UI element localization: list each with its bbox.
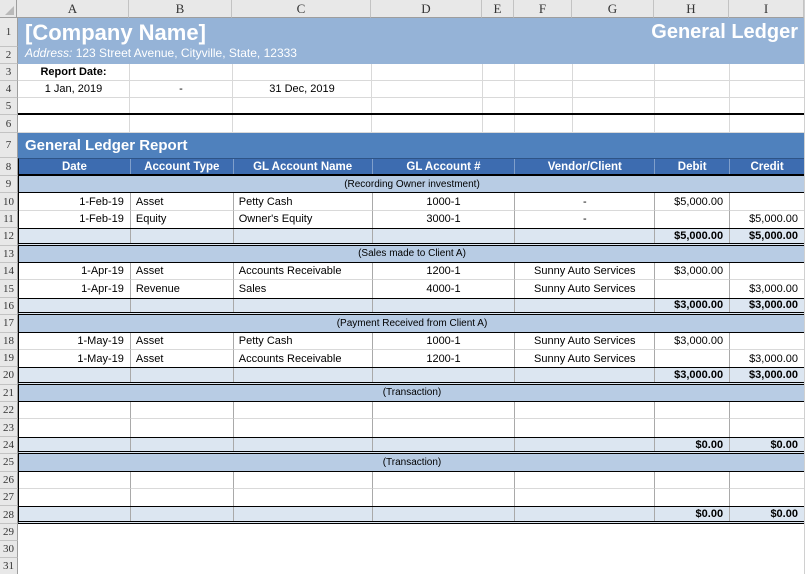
column-header-I[interactable]: I bbox=[729, 0, 804, 18]
table-header-debit[interactable]: Debit bbox=[655, 159, 730, 174]
cell-credit[interactable] bbox=[730, 419, 805, 436]
total-debit[interactable]: $3,000.00 bbox=[655, 368, 730, 381]
empty-cell[interactable] bbox=[730, 98, 805, 113]
row-header-13[interactable]: 13 bbox=[0, 246, 18, 263]
table-header-credit[interactable]: Credit bbox=[730, 159, 805, 174]
cell-gl-account-number[interactable] bbox=[373, 472, 516, 489]
column-header-G[interactable]: G bbox=[572, 0, 654, 18]
table-header-gl-account-name[interactable]: GL Account Name bbox=[234, 159, 373, 174]
report-title-bar[interactable] bbox=[18, 133, 805, 158]
cell-vendor-client[interactable] bbox=[515, 419, 655, 436]
empty-cell[interactable] bbox=[515, 115, 573, 133]
report-date-separator[interactable]: - bbox=[130, 81, 233, 98]
column-header-H[interactable]: H bbox=[654, 0, 729, 18]
empty-cell[interactable] bbox=[730, 115, 805, 133]
cell-credit[interactable] bbox=[730, 263, 805, 280]
empty-cell[interactable] bbox=[19, 507, 131, 520]
empty-cell[interactable] bbox=[573, 81, 655, 98]
empty-cell[interactable] bbox=[655, 64, 730, 81]
section-label-row bbox=[18, 454, 805, 471]
spacer-row bbox=[18, 98, 805, 115]
total-debit[interactable]: $5,000.00 bbox=[655, 229, 730, 242]
empty-cell[interactable] bbox=[131, 229, 234, 242]
cell-account-type[interactable]: Asset bbox=[131, 263, 234, 280]
empty-cell[interactable] bbox=[373, 507, 516, 520]
cell-vendor-client[interactable]: Sunny Auto Services bbox=[515, 350, 655, 367]
empty-cell[interactable] bbox=[19, 299, 131, 312]
empty-cell[interactable] bbox=[130, 64, 233, 81]
select-all-triangle-icon bbox=[5, 6, 14, 15]
row-header-26[interactable]: 26 bbox=[0, 472, 18, 489]
empty-cell[interactable] bbox=[373, 299, 516, 312]
cell-debit[interactable] bbox=[655, 211, 730, 228]
total-credit[interactable]: $0.00 bbox=[730, 507, 805, 520]
empty-cell[interactable] bbox=[483, 98, 515, 113]
row-header-23[interactable]: 23 bbox=[0, 419, 18, 436]
report-title: General Ledger Report bbox=[25, 137, 188, 154]
row-header-11[interactable]: 11 bbox=[0, 211, 18, 228]
empty-cell[interactable] bbox=[515, 98, 573, 113]
cell-vendor-client[interactable]: - bbox=[515, 193, 655, 210]
cell-gl-account-number[interactable]: 4000-1 bbox=[373, 280, 516, 297]
cell-gl-account-name[interactable]: Accounts Receivable bbox=[234, 350, 373, 367]
cell-vendor-client[interactable]: Sunny Auto Services bbox=[515, 263, 655, 280]
title-banner[interactable] bbox=[18, 18, 805, 64]
empty-cell[interactable] bbox=[131, 368, 234, 381]
column-header-B[interactable]: B bbox=[129, 0, 232, 18]
table-header-vendor-client[interactable]: Vendor/Client bbox=[515, 159, 655, 174]
row-header-4[interactable]: 4 bbox=[0, 81, 18, 98]
section-label[interactable]: (Payment Received from Client A) bbox=[336, 317, 488, 329]
total-debit[interactable]: $0.00 bbox=[655, 507, 730, 520]
row-header-22[interactable]: 22 bbox=[0, 402, 18, 419]
column-header-C[interactable]: C bbox=[232, 0, 371, 18]
cell-account-type[interactable]: Revenue bbox=[131, 280, 234, 297]
row-header-5[interactable]: 5 bbox=[0, 98, 18, 115]
empty-cell[interactable] bbox=[234, 368, 373, 381]
empty-cell[interactable] bbox=[130, 115, 233, 133]
cell-debit[interactable] bbox=[655, 350, 730, 367]
empty-cell[interactable] bbox=[18, 98, 130, 113]
cell-account-type[interactable]: Asset bbox=[131, 350, 234, 367]
empty-cell[interactable] bbox=[515, 507, 655, 520]
empty-cell[interactable] bbox=[373, 438, 516, 451]
cell-gl-account-name[interactable] bbox=[234, 472, 373, 489]
row-header-7[interactable]: 7 bbox=[0, 133, 18, 158]
ledger-entry-row bbox=[18, 472, 805, 489]
report-start-date[interactable]: 1 Jan, 2019 bbox=[18, 81, 130, 98]
cell-debit[interactable] bbox=[655, 280, 730, 297]
cell-date[interactable]: 1-May-19 bbox=[19, 333, 131, 350]
address-value: 123 Street Avenue, Cityville, State, 12333 bbox=[75, 46, 297, 60]
cell-vendor-client[interactable] bbox=[515, 489, 655, 506]
column-header-F[interactable]: F bbox=[514, 0, 572, 18]
cell-credit[interactable] bbox=[730, 402, 805, 419]
row-header-6[interactable]: 6 bbox=[0, 115, 18, 133]
cell-date[interactable]: 1-Apr-19 bbox=[19, 280, 131, 297]
cell-vendor-client[interactable] bbox=[515, 472, 655, 489]
section-label[interactable]: (Recording Owner investment) bbox=[344, 178, 480, 190]
empty-cell[interactable] bbox=[515, 368, 655, 381]
row-header-24[interactable]: 24 bbox=[0, 437, 18, 454]
cell-debit[interactable] bbox=[655, 489, 730, 506]
section-label-row bbox=[18, 385, 805, 402]
row-header-9[interactable]: 9 bbox=[0, 176, 18, 193]
spacer-row bbox=[18, 115, 805, 133]
cell-credit[interactable]: $5,000.00 bbox=[730, 211, 805, 228]
cell-gl-account-number[interactable]: 1200-1 bbox=[373, 263, 516, 280]
empty-cell[interactable] bbox=[515, 229, 655, 242]
cell-credit[interactable] bbox=[730, 193, 805, 210]
empty-cell[interactable] bbox=[655, 81, 730, 98]
row-header-15[interactable]: 15 bbox=[0, 280, 18, 297]
empty-cell[interactable] bbox=[233, 115, 372, 133]
cell-gl-account-number[interactable] bbox=[373, 402, 516, 419]
empty-cell[interactable] bbox=[372, 98, 483, 113]
empty-cell[interactable] bbox=[130, 98, 233, 113]
cell-account-type[interactable] bbox=[131, 472, 234, 489]
section-label[interactable]: (Transaction) bbox=[382, 387, 442, 399]
cell-vendor-client[interactable] bbox=[515, 402, 655, 419]
cell-gl-account-name[interactable] bbox=[234, 402, 373, 419]
cell-gl-account-name[interactable]: Owner's Equity bbox=[234, 211, 373, 228]
cell-vendor-client[interactable]: - bbox=[515, 211, 655, 228]
empty-cell[interactable] bbox=[483, 64, 515, 81]
empty-cell[interactable] bbox=[515, 438, 655, 451]
cell-credit[interactable]: $3,000.00 bbox=[730, 280, 805, 297]
cell-gl-account-name[interactable]: Petty Cash bbox=[234, 193, 373, 210]
cell-gl-account-number[interactable] bbox=[373, 419, 516, 436]
total-credit[interactable]: $3,000.00 bbox=[730, 368, 805, 381]
total-credit[interactable]: $5,000.00 bbox=[730, 229, 805, 242]
row-header-16[interactable]: 16 bbox=[0, 298, 18, 315]
row-header-2[interactable]: 2 bbox=[0, 47, 18, 64]
empty-cell[interactable] bbox=[655, 98, 730, 113]
table-header-gl-account[interactable]: GL Account # bbox=[373, 159, 516, 174]
row-header-28[interactable]: 28 bbox=[0, 506, 18, 523]
empty-cell[interactable] bbox=[483, 81, 515, 98]
empty-rows-area[interactable] bbox=[18, 524, 805, 574]
cell-debit[interactable] bbox=[655, 472, 730, 489]
cell-credit[interactable]: $3,000.00 bbox=[730, 350, 805, 367]
row-header-gutter bbox=[0, 18, 18, 574]
cell-account-type[interactable]: Asset bbox=[131, 333, 234, 350]
cell-account-type[interactable]: Asset bbox=[131, 193, 234, 210]
column-header-E[interactable]: E bbox=[482, 0, 514, 18]
empty-cell[interactable] bbox=[730, 64, 805, 81]
row-header-27[interactable]: 27 bbox=[0, 489, 18, 506]
cell-debit[interactable]: $3,000.00 bbox=[655, 333, 730, 350]
cell-account-type[interactable]: Equity bbox=[131, 211, 234, 228]
row-header-3[interactable]: 3 bbox=[0, 64, 18, 81]
empty-cell[interactable] bbox=[19, 438, 131, 451]
empty-cell[interactable] bbox=[19, 368, 131, 381]
cell-date[interactable]: 1-May-19 bbox=[19, 350, 131, 367]
cell-date[interactable]: 1-Apr-19 bbox=[19, 263, 131, 280]
empty-cell[interactable] bbox=[515, 81, 573, 98]
row-header-25[interactable]: 25 bbox=[0, 454, 18, 471]
row-header-29[interactable]: 29 bbox=[0, 524, 18, 541]
empty-cell[interactable] bbox=[234, 507, 373, 520]
cell-gl-account-name[interactable]: Petty Cash bbox=[234, 333, 373, 350]
section-total-row bbox=[18, 298, 805, 315]
section-label-row bbox=[18, 176, 805, 193]
row-header-12[interactable]: 12 bbox=[0, 228, 18, 245]
cell-credit[interactable] bbox=[730, 472, 805, 489]
section-label[interactable]: (Transaction) bbox=[382, 456, 442, 468]
total-credit[interactable]: $0.00 bbox=[730, 438, 805, 451]
select-all-button[interactable] bbox=[0, 0, 17, 18]
cell-gl-account-number[interactable]: 1000-1 bbox=[373, 193, 516, 210]
row-header-31[interactable]: 31 bbox=[0, 558, 18, 574]
company-name[interactable]: [Company Name] bbox=[25, 20, 206, 45]
row-header-17[interactable]: 17 bbox=[0, 315, 18, 332]
cell-gl-account-number[interactable] bbox=[373, 489, 516, 506]
table-header-account-type[interactable]: Account Type bbox=[131, 159, 234, 174]
cell-gl-account-number[interactable]: 1200-1 bbox=[373, 350, 516, 367]
row-header-10[interactable]: 10 bbox=[0, 193, 18, 210]
ledger-entry-row bbox=[18, 350, 805, 367]
row-header-8[interactable]: 8 bbox=[0, 158, 18, 176]
cell-vendor-client[interactable]: Sunny Auto Services bbox=[515, 280, 655, 297]
section-total-row bbox=[18, 437, 805, 454]
total-debit[interactable]: $0.00 bbox=[655, 438, 730, 451]
cell-date[interactable] bbox=[19, 402, 131, 419]
total-credit[interactable]: $3,000.00 bbox=[730, 299, 805, 312]
column-header-D[interactable]: D bbox=[371, 0, 482, 18]
row-header-19[interactable]: 19 bbox=[0, 350, 18, 367]
cell-debit[interactable] bbox=[655, 402, 730, 419]
row-header-1[interactable]: 1 bbox=[0, 18, 18, 47]
cell-date[interactable] bbox=[19, 489, 131, 506]
section-label-row bbox=[18, 315, 805, 332]
cell-gl-account-name[interactable] bbox=[234, 419, 373, 436]
section-total-row bbox=[18, 228, 805, 245]
empty-cell[interactable] bbox=[233, 64, 372, 81]
cell-credit[interactable] bbox=[730, 489, 805, 506]
table-header-row bbox=[18, 158, 805, 176]
row-header-18[interactable]: 18 bbox=[0, 333, 18, 350]
ledger-entry-row bbox=[18, 333, 805, 350]
empty-cell[interactable] bbox=[234, 299, 373, 312]
column-headers bbox=[17, 0, 804, 18]
empty-cell[interactable] bbox=[573, 115, 655, 133]
report-end-date[interactable]: 31 Dec, 2019 bbox=[233, 81, 372, 98]
row-header-21[interactable]: 21 bbox=[0, 385, 18, 402]
document-title[interactable]: General Ledger bbox=[651, 21, 798, 43]
cell-gl-account-number[interactable]: 1000-1 bbox=[373, 333, 516, 350]
empty-cell[interactable] bbox=[373, 229, 516, 242]
cell-vendor-client[interactable]: Sunny Auto Services bbox=[515, 333, 655, 350]
empty-cell[interactable] bbox=[483, 115, 515, 133]
cell-credit[interactable] bbox=[730, 333, 805, 350]
empty-cell[interactable] bbox=[373, 368, 516, 381]
address-label: Address: bbox=[25, 46, 73, 60]
report-date-label-row bbox=[18, 64, 805, 81]
cell-gl-account-name[interactable] bbox=[234, 489, 373, 506]
address-line[interactable] bbox=[18, 46, 805, 61]
cell-debit[interactable] bbox=[655, 419, 730, 436]
ledger-entry-row bbox=[18, 419, 805, 436]
ledger-entry-row bbox=[18, 402, 805, 419]
cell-date[interactable]: 1-Feb-19 bbox=[19, 211, 131, 228]
section-label-row bbox=[18, 246, 805, 263]
cell-gl-account-name[interactable]: Accounts Receivable bbox=[234, 263, 373, 280]
empty-cell[interactable] bbox=[131, 507, 234, 520]
empty-cell[interactable] bbox=[131, 299, 234, 312]
empty-cell[interactable] bbox=[515, 64, 573, 81]
empty-cell[interactable] bbox=[19, 229, 131, 242]
cell-gl-account-name[interactable]: Sales bbox=[234, 280, 373, 297]
empty-cell[interactable] bbox=[234, 229, 373, 242]
cell-gl-account-number[interactable]: 3000-1 bbox=[373, 211, 516, 228]
cell-date[interactable]: 1-Feb-19 bbox=[19, 193, 131, 210]
cell-account-type[interactable] bbox=[131, 402, 234, 419]
report-date-values-row bbox=[18, 81, 805, 98]
cell-debit[interactable]: $5,000.00 bbox=[655, 193, 730, 210]
empty-cell[interactable] bbox=[730, 81, 805, 98]
section-label[interactable]: (Sales made to Client A) bbox=[358, 248, 466, 260]
column-header-row bbox=[0, 0, 804, 18]
empty-cell[interactable] bbox=[372, 81, 483, 98]
ledger-entry-row bbox=[18, 211, 805, 228]
empty-cell[interactable] bbox=[372, 115, 483, 133]
section-total-row bbox=[18, 367, 805, 384]
empty-cell[interactable] bbox=[233, 98, 372, 113]
sheet-grid bbox=[18, 18, 805, 574]
ledger-entry-row bbox=[18, 489, 805, 506]
row-header-20[interactable]: 20 bbox=[0, 367, 18, 384]
column-header-A[interactable]: A bbox=[17, 0, 129, 18]
section-total-row bbox=[18, 506, 805, 523]
empty-cell[interactable] bbox=[18, 115, 130, 133]
table-header-date[interactable]: Date bbox=[19, 159, 131, 174]
ledger-entry-row bbox=[18, 280, 805, 297]
cell-account-type[interactable] bbox=[131, 419, 234, 436]
empty-cell[interactable] bbox=[372, 64, 483, 81]
empty-cell[interactable] bbox=[573, 64, 655, 81]
cell-date[interactable] bbox=[19, 419, 131, 436]
empty-cell[interactable] bbox=[131, 438, 234, 451]
empty-cell[interactable] bbox=[655, 115, 730, 133]
cell-account-type[interactable] bbox=[131, 489, 234, 506]
cell-debit[interactable]: $3,000.00 bbox=[655, 263, 730, 280]
empty-cell[interactable] bbox=[573, 98, 655, 113]
row-header-30[interactable]: 30 bbox=[0, 541, 18, 558]
empty-cell[interactable] bbox=[515, 299, 655, 312]
row-header-14[interactable]: 14 bbox=[0, 263, 18, 280]
cell-date[interactable] bbox=[19, 472, 131, 489]
ledger-entry-row bbox=[18, 193, 805, 210]
empty-cell[interactable] bbox=[234, 438, 373, 451]
ledger-entry-row bbox=[18, 263, 805, 280]
report-date-label[interactable]: Report Date: bbox=[18, 64, 130, 81]
total-debit[interactable]: $3,000.00 bbox=[655, 299, 730, 312]
